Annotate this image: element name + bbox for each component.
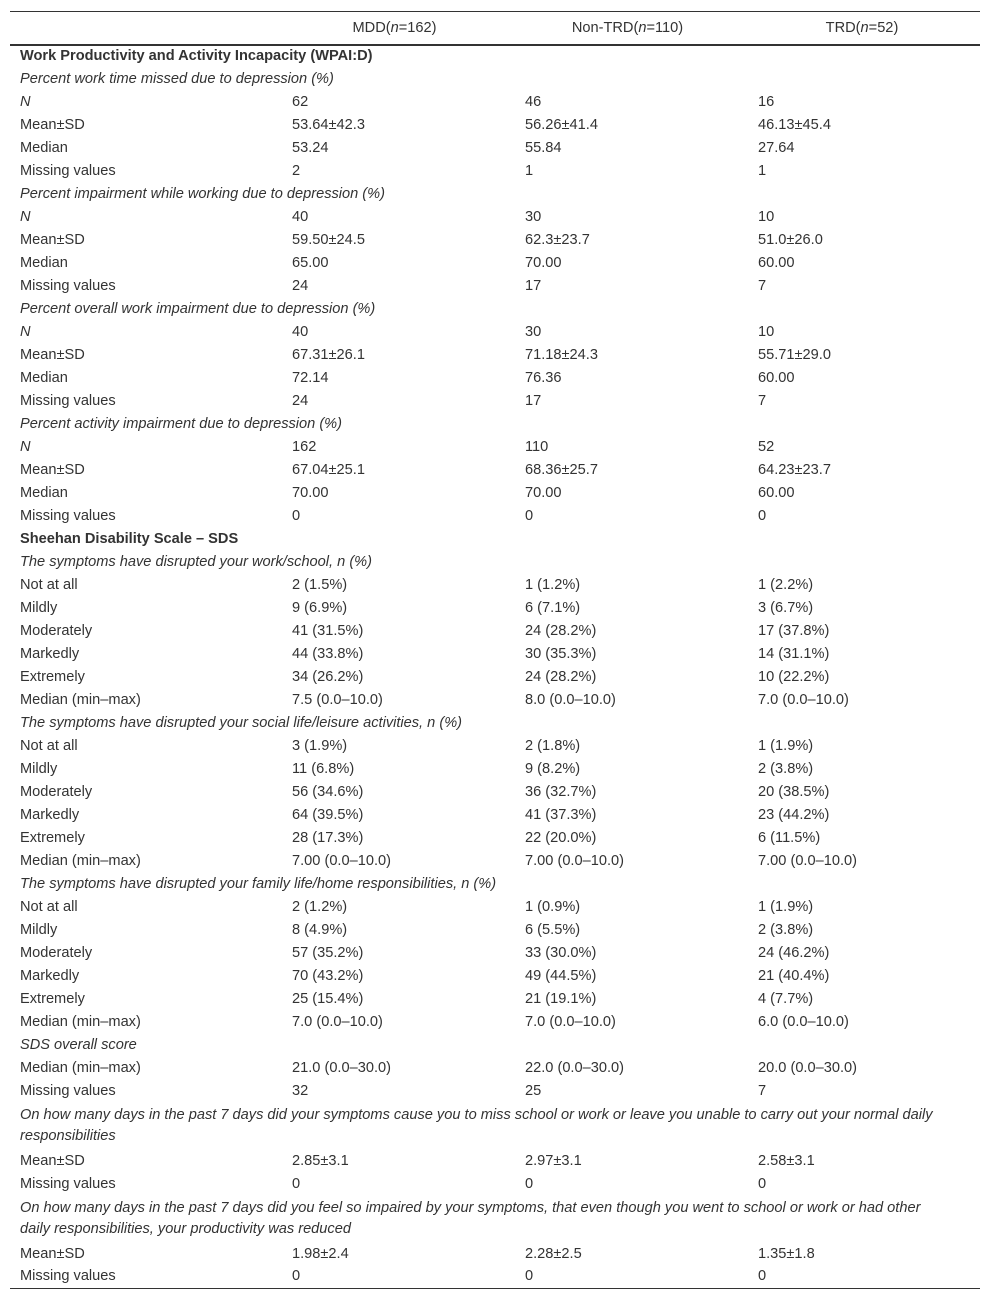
table-row: [10, 505, 980, 528]
cell-mdd: 2.85±3.1: [292, 1152, 349, 1169]
cell-mdd: 162: [292, 438, 317, 455]
cell-trd: 46.13±45.4: [758, 116, 831, 133]
cell-trd: 1 (1.9%): [758, 898, 814, 915]
cell-mdd: 7.0 (0.0–10.0): [292, 1013, 383, 1030]
cell-non-trd: 24 (28.2%): [525, 668, 597, 685]
subheading: Percent work time missed due to depression (%): [20, 70, 334, 87]
cell-non-trd: 17: [525, 392, 542, 409]
table-row: [10, 390, 980, 413]
cell-mdd: 9 (6.9%): [292, 599, 348, 616]
table-row: [10, 482, 980, 505]
cell-non-trd: 70.00: [525, 484, 562, 501]
table-row: [10, 137, 980, 160]
header-cell-non-trd: Non-TRD(n=110): [511, 12, 744, 45]
table-body: [10, 45, 980, 1289]
cell-mdd: 24: [292, 277, 309, 294]
cell-non-trd: 17: [525, 277, 542, 294]
cell-mdd: 65.00: [292, 254, 329, 271]
cell-non-trd: 56.26±41.4: [525, 116, 598, 133]
subheading-row: [10, 413, 980, 436]
cell-mdd: 0: [292, 1175, 301, 1192]
cell-non-trd: 0: [511, 1266, 744, 1289]
cell-mdd: 70 (43.2%): [292, 967, 364, 984]
cell-non-trd: 49 (44.5%): [525, 967, 597, 984]
table-row: [10, 160, 980, 183]
header-cell-trd: TRD(n=52): [744, 12, 980, 45]
table-row: [10, 1057, 980, 1080]
table-row: [10, 804, 980, 827]
table-row: [10, 574, 980, 597]
cell-non-trd: 71.18±24.3: [525, 346, 598, 363]
cell-trd: 51.0±26.0: [758, 231, 823, 248]
cell-trd: 27.64: [758, 139, 795, 156]
cell-non-trd: 0: [525, 1175, 534, 1192]
row-label: Markedly: [20, 645, 80, 662]
row-label: Not at all: [20, 898, 78, 915]
row-label: Mean±SD: [20, 1245, 85, 1262]
row-label: Median: [20, 369, 68, 386]
cell-trd: 20.0 (0.0–30.0): [758, 1059, 857, 1076]
cell-non-trd: 46: [525, 93, 542, 110]
section-heading-row: [10, 528, 980, 551]
header-cell-mdd: MDD(n=162): [278, 12, 511, 45]
cell-non-trd: 41 (37.3%): [525, 806, 597, 823]
cell-non-trd: 55.84: [525, 139, 562, 156]
table-row: [10, 275, 980, 298]
row-label: Mean±SD: [20, 231, 85, 248]
table-row: [10, 1243, 980, 1266]
row-label: N: [20, 93, 31, 110]
subheading: Percent activity impairment due to depression (%): [20, 415, 343, 432]
table-row: [10, 919, 980, 942]
cell-mdd: 56 (34.6%): [292, 783, 364, 800]
group-name: Non-TRD: [571, 19, 634, 36]
cell-trd: 1.35±1.8: [758, 1245, 815, 1262]
table-row: [10, 643, 980, 666]
row-label: Missing values: [20, 277, 116, 294]
table-row: [10, 1173, 980, 1196]
cell-trd: 2.58±3.1: [758, 1152, 815, 1169]
section-heading-row: [10, 45, 980, 68]
table-row: [10, 206, 980, 229]
table-row: [10, 459, 980, 482]
cell-mdd: 2: [292, 162, 301, 179]
row-label: Moderately: [20, 944, 93, 961]
cell-mdd: 8 (4.9%): [292, 921, 348, 938]
table-row: [10, 252, 980, 275]
cell-mdd: 53.24: [292, 139, 329, 156]
row-label: Markedly: [20, 967, 80, 984]
cell-trd: 1: [758, 162, 767, 179]
table-row: [10, 229, 980, 252]
cell-mdd: 70.00: [292, 484, 329, 501]
table-row: [10, 1266, 980, 1289]
subheading-row: [10, 551, 980, 574]
cell-mdd: 62: [292, 93, 309, 110]
cell-non-trd: 68.36±25.7: [525, 461, 598, 478]
cell-non-trd: 30: [525, 323, 542, 340]
cell-trd: 60.00: [758, 484, 795, 501]
subheading: The symptoms have disrupted your social life/leisure activities, n (%): [20, 714, 463, 731]
table-row: [10, 781, 980, 804]
row-label: Mean±SD: [20, 346, 85, 363]
row-label: N: [20, 208, 31, 225]
cell-non-trd: 7.0 (0.0–10.0): [525, 1013, 616, 1030]
row-label: Mildly: [20, 599, 58, 616]
row-label: Median (min–max): [20, 1013, 141, 1030]
subheading-row: [10, 1034, 980, 1057]
cell-trd: 10: [758, 208, 775, 225]
cell-mdd: 34 (26.2%): [292, 668, 364, 685]
table-row: [10, 620, 980, 643]
cell-non-trd: 6 (5.5%): [525, 921, 581, 938]
table-row: [10, 988, 980, 1011]
subheading-row: [10, 298, 980, 321]
header-cell-label: [10, 12, 278, 45]
cell-non-trd: 22 (20.0%): [525, 829, 597, 846]
table-row: [10, 689, 980, 712]
cell-mdd: 7.5 (0.0–10.0): [292, 691, 383, 708]
section-heading: Sheehan Disability Scale – SDS: [20, 530, 239, 547]
cell-non-trd: 36 (32.7%): [525, 783, 597, 800]
table-row: [10, 321, 980, 344]
subheading-row: [10, 183, 980, 206]
n-symbol: n: [860, 19, 869, 36]
cell-trd: 4 (7.7%): [758, 990, 814, 1007]
table-row: [10, 896, 980, 919]
subheading: On how many days in the past 7 days did your symptoms cause you to miss school or work or leave you unable to carry out your normal daily responsibilities: [20, 1106, 933, 1144]
table-row: [10, 735, 980, 758]
table-row: [10, 344, 980, 367]
table-row: [10, 1080, 980, 1103]
cell-non-trd: 1 (1.2%): [525, 576, 581, 593]
table-row: [10, 965, 980, 988]
cell-trd: 7: [758, 1082, 767, 1099]
cell-mdd: 24: [292, 392, 309, 409]
row-label: Extremely: [20, 990, 85, 1007]
cell-non-trd: 2.28±2.5: [525, 1245, 582, 1262]
subheading: SDS overall score: [20, 1036, 137, 1053]
row-label: N: [20, 438, 31, 455]
cell-non-trd: 2.97±3.1: [525, 1152, 582, 1169]
cell-mdd: 41 (31.5%): [292, 622, 364, 639]
subheading: The symptoms have disrupted your family life/home responsibilities, n (%): [20, 875, 497, 892]
subheading: The symptoms have disrupted your work/school, n (%): [20, 553, 373, 570]
row-label: Moderately: [20, 783, 93, 800]
group-name: TRD: [825, 19, 856, 36]
cell-mdd: 67.04±25.1: [292, 461, 365, 478]
subheading-row: [10, 712, 980, 735]
cell-trd: 10 (22.2%): [758, 668, 830, 685]
subheading-row: [10, 1196, 980, 1243]
cell-mdd: 0: [278, 1266, 511, 1289]
cell-non-trd: 7.00 (0.0–10.0): [525, 852, 624, 869]
table-container: [10, 11, 980, 1289]
cell-trd: 24 (46.2%): [758, 944, 830, 961]
cell-non-trd: 110: [525, 438, 549, 455]
group-count: =162: [398, 19, 432, 36]
cell-trd: 6.0 (0.0–10.0): [758, 1013, 849, 1030]
cell-non-trd: 1: [525, 162, 534, 179]
section-heading: Work Productivity and Activity Incapacity (WPAI:D): [20, 48, 373, 64]
cell-trd: 3 (6.7%): [758, 599, 814, 616]
cell-mdd: 3 (1.9%): [292, 737, 348, 754]
cell-mdd: 57 (35.2%): [292, 944, 364, 961]
row-label: Missing values: [20, 162, 116, 179]
cell-non-trd: 70.00: [525, 254, 562, 271]
row-label: Mildly: [20, 760, 58, 777]
table-row: [10, 827, 980, 850]
cell-trd: 16: [758, 93, 775, 110]
cell-trd: 0: [744, 1266, 980, 1289]
row-label: Mean±SD: [20, 1152, 85, 1169]
cell-mdd: 72.14: [292, 369, 329, 386]
subheading: On how many days in the past 7 days did you feel so impaired by your symptoms, that even though you went to school or work or had other daily responsibilities, your productivity was reduced: [20, 1199, 921, 1237]
cell-trd: 2 (3.8%): [758, 760, 814, 777]
table-row: [10, 1150, 980, 1173]
cell-trd: 1 (1.9%): [758, 737, 814, 754]
cell-mdd: 44 (33.8%): [292, 645, 364, 662]
subheading-row: [10, 873, 980, 896]
cell-non-trd: 21 (19.1%): [525, 990, 597, 1007]
cell-mdd: 64 (39.5%): [292, 806, 364, 823]
cell-trd: 0: [758, 507, 767, 524]
cell-non-trd: 30: [525, 208, 542, 225]
row-label: Not at all: [20, 576, 78, 593]
cell-non-trd: 33 (30.0%): [525, 944, 597, 961]
cell-trd: 23 (44.2%): [758, 806, 830, 823]
table-row: [10, 666, 980, 689]
row-label: Median (min–max): [20, 691, 141, 708]
cell-non-trd: 25: [525, 1082, 542, 1099]
cell-mdd: 32: [292, 1082, 309, 1099]
subheading-row: [10, 68, 980, 91]
subheading: Percent impairment while working due to depression (%): [20, 185, 386, 202]
cell-non-trd: 1 (0.9%): [525, 898, 581, 915]
cell-non-trd: 76.36: [525, 369, 562, 386]
cell-non-trd: 8.0 (0.0–10.0): [525, 691, 616, 708]
cell-non-trd: 22.0 (0.0–30.0): [525, 1059, 624, 1076]
row-label: Missing values: [20, 1175, 116, 1192]
n-symbol: n: [390, 19, 399, 36]
group-count: =52: [868, 19, 894, 36]
table-row: [10, 1011, 980, 1034]
n-symbol: n: [638, 19, 647, 36]
cell-trd: 60.00: [758, 369, 795, 386]
cell-trd: 0: [758, 1175, 767, 1192]
subheading: Percent overall work impairment due to depression (%): [20, 300, 376, 317]
row-label: Not at all: [20, 737, 78, 754]
cell-non-trd: 2 (1.8%): [525, 737, 581, 754]
cell-mdd: 2 (1.2%): [292, 898, 348, 915]
cell-mdd: 67.31±26.1: [292, 346, 365, 363]
row-label: Markedly: [20, 806, 80, 823]
table-row: [10, 436, 980, 459]
cell-trd: 60.00: [758, 254, 795, 271]
cell-trd: 7: [758, 392, 767, 409]
cell-mdd: 25 (15.4%): [292, 990, 364, 1007]
cell-trd: 14 (31.1%): [758, 645, 830, 662]
cell-mdd: 53.64±42.3: [292, 116, 365, 133]
cell-non-trd: 6 (7.1%): [525, 599, 581, 616]
cell-trd: 7.00 (0.0–10.0): [758, 852, 857, 869]
group-count: =110: [646, 19, 679, 36]
row-label: Median: [20, 139, 68, 156]
table-row: [10, 91, 980, 114]
subheading-row: [10, 1103, 980, 1150]
cell-trd: 7: [758, 277, 767, 294]
cell-non-trd: 62.3±23.7: [525, 231, 590, 248]
table-row: [10, 597, 980, 620]
row-label: Missing values: [20, 1082, 116, 1099]
cell-trd: 7.0 (0.0–10.0): [758, 691, 849, 708]
row-label: Median: [20, 484, 68, 501]
row-label: Moderately: [20, 622, 93, 639]
cell-non-trd: 24 (28.2%): [525, 622, 597, 639]
row-label: Mean±SD: [20, 116, 85, 133]
data-table: [10, 11, 980, 1289]
row-label: Median (min–max): [20, 852, 141, 869]
row-label: Mean±SD: [20, 461, 85, 478]
cell-mdd: 59.50±24.5: [292, 231, 365, 248]
cell-trd: 64.23±23.7: [758, 461, 831, 478]
table-row: [10, 850, 980, 873]
row-label: Missing values: [20, 392, 116, 409]
row-label: Extremely: [20, 668, 85, 685]
cell-mdd: 0: [292, 507, 301, 524]
cell-trd: 1 (2.2%): [758, 576, 814, 593]
table-row: [10, 367, 980, 390]
cell-mdd: 40: [292, 208, 309, 225]
cell-trd: 52: [758, 438, 775, 455]
row-label: N: [20, 323, 31, 340]
cell-trd: 6 (11.5%): [758, 829, 821, 846]
table-row: [10, 942, 980, 965]
cell-non-trd: 9 (8.2%): [525, 760, 581, 777]
cell-trd: 55.71±29.0: [758, 346, 831, 363]
cell-mdd: 21.0 (0.0–30.0): [292, 1059, 391, 1076]
cell-trd: 17 (37.8%): [758, 622, 830, 639]
row-label: Median: [20, 254, 68, 271]
cell-trd: 20 (38.5%): [758, 783, 830, 800]
cell-mdd: 40: [292, 323, 309, 340]
cell-mdd: 7.00 (0.0–10.0): [292, 852, 391, 869]
group-name: MDD: [352, 19, 386, 36]
cell-trd: 2 (3.8%): [758, 921, 814, 938]
row-label: Mildly: [20, 921, 58, 938]
cell-mdd: 2 (1.5%): [292, 576, 348, 593]
cell-mdd: 28 (17.3%): [292, 829, 364, 846]
table-header: [10, 12, 980, 45]
row-label: Extremely: [20, 829, 85, 846]
cell-trd: 21 (40.4%): [758, 967, 830, 984]
table-row: [10, 114, 980, 137]
table-row: [10, 758, 980, 781]
row-label: Missing values: [20, 507, 116, 524]
cell-non-trd: 0: [525, 507, 534, 524]
cell-mdd: 11 (6.8%): [292, 760, 355, 777]
cell-trd: 10: [758, 323, 775, 340]
row-label: Median (min–max): [20, 1059, 141, 1076]
header-row: [10, 12, 980, 45]
cell-non-trd: 30 (35.3%): [525, 645, 597, 662]
row-label: Missing values: [10, 1266, 278, 1289]
cell-mdd: 1.98±2.4: [292, 1245, 349, 1262]
